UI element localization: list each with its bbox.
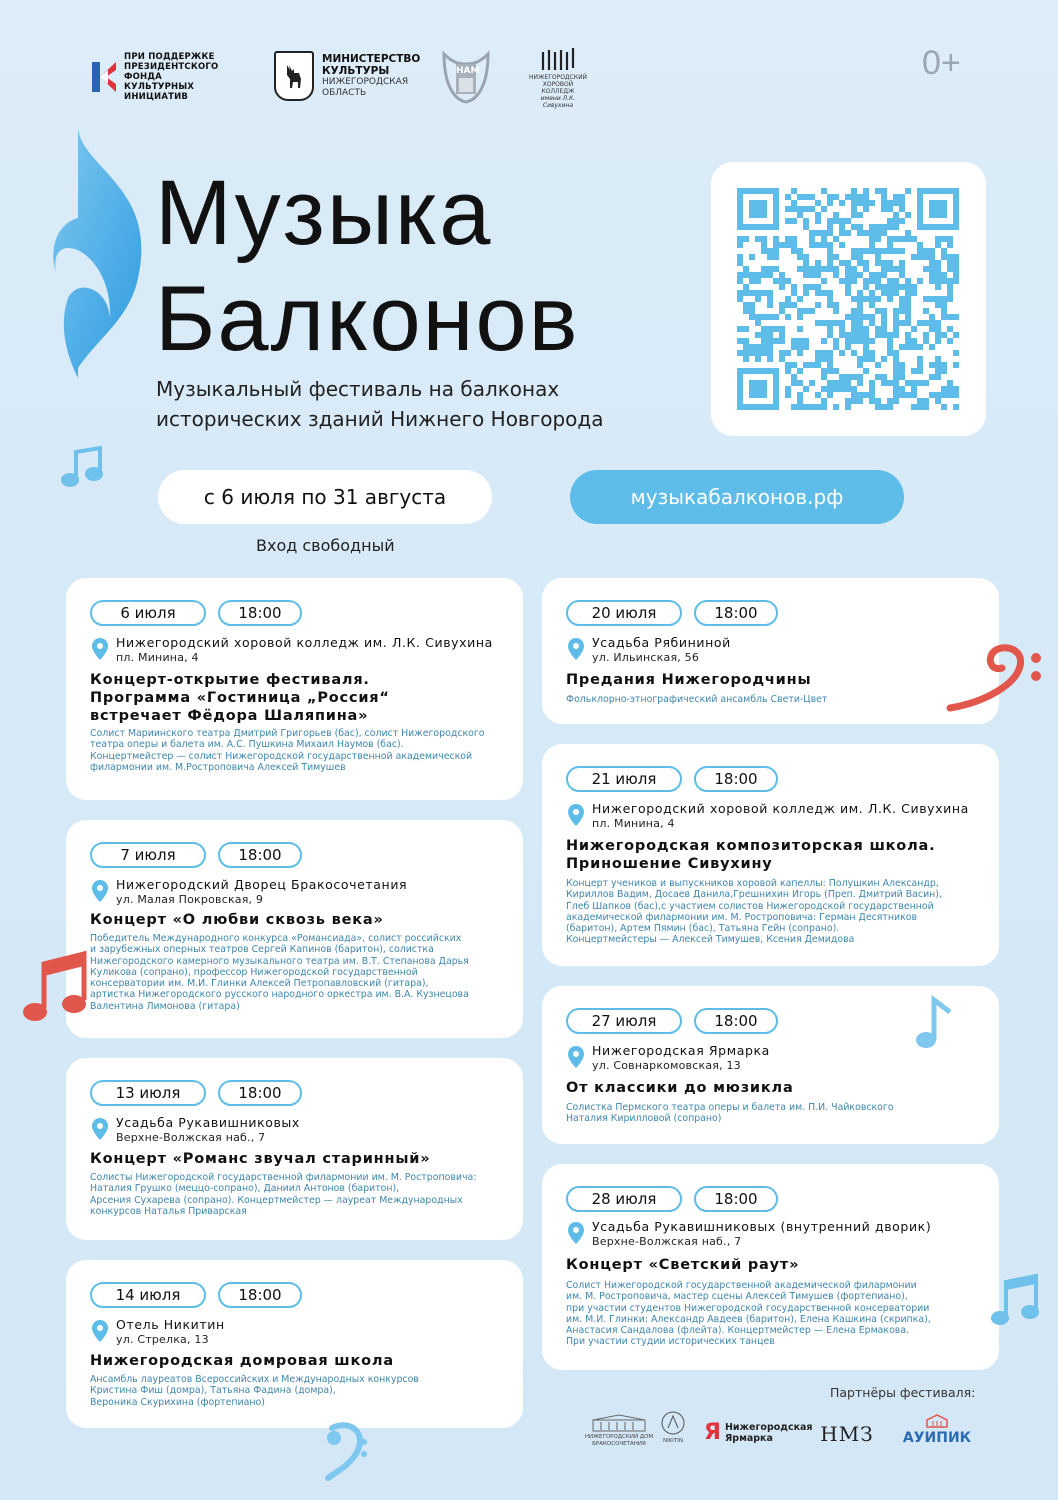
location-pin-icon: [92, 880, 108, 902]
event-card[interactable]: [66, 1058, 523, 1240]
event-time: 18:00: [694, 1186, 778, 1212]
choir-college-logo: [526, 46, 590, 108]
event-card[interactable]: [542, 986, 999, 1144]
partner-logo: [582, 1414, 656, 1448]
presidential-fund-logo: [88, 52, 258, 102]
venue-name: Нижегородский Дворец Бракосочетания: [116, 877, 408, 892]
blue-note-decoration-icon: [48, 128, 158, 388]
event-venue: [116, 635, 493, 665]
fund-text-2: ПРЕЗИДЕНТСКОГО ФОНДА: [124, 62, 219, 82]
event-time: 18:00: [218, 842, 302, 868]
location-pin-icon: [92, 1118, 108, 1140]
event-date: 27 июля: [566, 1008, 682, 1034]
venue-address: Верхне-Волжская наб., 7: [116, 1131, 266, 1144]
age-rating: 0+: [922, 44, 961, 82]
red-bass-clef-decoration-icon: [946, 644, 1050, 714]
event-date: 13 июля: [90, 1080, 206, 1106]
event-title: Предания Нижегородчины: [566, 672, 812, 688]
blue-clef-decoration-icon: [322, 1420, 368, 1484]
event-description: Солист Мариинского театра Дмитрий Григорьев (бас), солист Нижегородского театра оперы и балета им. А.С. Пушкина Михаил Наумов (бас). Концертмейстер — солист Нижегородской государственной академической филармонии им. М.Ростроповича Алексей Тимушев: [90, 728, 485, 773]
event-card[interactable]: [542, 1164, 999, 1370]
event-description: Солисты Нижегородской государственной филармонии им. М. Ростроповича: Наталия Грушко (меццо-сопрано), Даниил Антонов (баритон), Арсения Сухарева (сопрано). Концертмейстер — лауреат Международных конкурсов Наталья Приварская: [90, 1172, 477, 1217]
subtitle-line-1: Музыкальный фестиваль на балконах: [156, 377, 560, 401]
event-venue: [116, 1115, 300, 1145]
event-time: 18:00: [218, 1080, 302, 1106]
event-venue: [592, 635, 731, 665]
ministry-region-2: ОБЛАСТЬ: [322, 88, 367, 98]
event-venue: [592, 1219, 931, 1249]
light-blue-note-icon: [914, 994, 958, 1050]
subtitle-line-2: исторических зданий Нижнего Новгорода: [156, 407, 604, 431]
event-title: Нижегородская домровая школа: [90, 1353, 394, 1369]
event-venue: [592, 1043, 770, 1073]
event-time: 18:00: [694, 1008, 778, 1034]
venue-address: ул. Малая Покровская, 9: [116, 893, 264, 906]
festival-subtitle: [156, 374, 603, 434]
venue-name: Усадьба Рябининой: [592, 635, 731, 650]
red-note-decoration-icon: [22, 946, 92, 1030]
event-card[interactable]: [66, 578, 523, 800]
venue-address: ул. Совнаркомовская, 13: [592, 1059, 741, 1072]
event-card[interactable]: [66, 820, 523, 1038]
partner-logo: [704, 1420, 813, 1445]
partner-name: НИЖЕГОРОДСКИЙ ДОМ БРАКОСОЧЕТАНИЯ: [584, 1434, 654, 1447]
event-description: Концерт учеников и выпускников хоровой капеллы: Полушкин Александр, Кириллов Вадим, Досаев Данила,Грешнихин Игорь (Преп. Дмитрий Васин), Глеб Шапков (бас),с участием солистов Нижегородской государственной академической филармонии им. М. Ростроповича: Герман Десятников (баритон), Артем Пямин (бас), Татьяна Гейн (сопрано). Концертмейстеры — Алексей Тимушев, Ксения Демидова: [566, 878, 942, 946]
venue-name: Нижегородский хоровой колледж им. Л.К. Сивухина: [116, 635, 493, 650]
ministry-title-1: МИНИСТЕРСТВО: [322, 53, 421, 65]
festival-dates: с 6 июля по 31 августа: [158, 470, 492, 524]
event-time: 18:00: [218, 1282, 302, 1308]
event-date: 14 июля: [90, 1282, 206, 1308]
qr-code-icon[interactable]: [737, 188, 959, 410]
event-card[interactable]: [542, 578, 999, 724]
choir-pipes-icon: [538, 46, 578, 72]
partner-name: Нижегородская Ярмарка: [724, 1421, 813, 1444]
event-date: 28 июля: [566, 1186, 682, 1212]
qr-code-card[interactable]: [711, 162, 986, 436]
event-title: Концерт «Светский раут»: [566, 1257, 800, 1273]
venue-name: Отель Никитин: [116, 1317, 225, 1332]
nikitin-emblem-icon: [660, 1410, 686, 1436]
website-link[interactable]: музыкабалконов.рф: [570, 470, 904, 524]
venue-address: пл. Минина, 4: [116, 651, 199, 664]
auipik-building-icon: [925, 1414, 949, 1428]
partner-name: NIKITIN: [662, 1438, 684, 1444]
event-venue: [116, 1317, 225, 1347]
fund-text-3: КУЛЬТУРНЫХ ИНИЦИАТИВ: [124, 82, 195, 102]
event-title: Концерт «Романс звучал старинный»: [90, 1151, 431, 1167]
event-card[interactable]: [542, 744, 999, 966]
event-description: Солистка Пермского театра оперы и балета им. П.И. Чайковского Наталия Кирилловой (сопрано): [566, 1102, 894, 1125]
partners-label: Партнёры фестиваля:: [830, 1385, 976, 1400]
event-date: 7 июля: [90, 842, 206, 868]
event-time: 18:00: [694, 600, 778, 626]
venue-address: ул. Стрелка, 13: [116, 1333, 209, 1346]
nam-logo: [436, 48, 496, 106]
pfki-mark-icon: [88, 60, 118, 94]
choir-text-3: имени Л.К. Сивухина: [540, 95, 576, 109]
festival-title: [155, 160, 580, 372]
location-pin-icon: [568, 638, 584, 660]
small-blue-note-icon: [60, 446, 108, 492]
blue-double-note-icon: [990, 1272, 1042, 1328]
location-pin-icon: [92, 1320, 108, 1342]
venue-address: пл. Минина, 4: [592, 817, 675, 830]
partner-logo: [900, 1414, 974, 1446]
location-pin-icon: [568, 1046, 584, 1068]
event-time: 18:00: [218, 600, 302, 626]
deer-coat-of-arms-icon: [274, 51, 314, 101]
fund-text-1: ПРИ ПОДДЕРЖКЕ: [124, 52, 215, 62]
venue-address: Верхне-Волжская наб., 7: [592, 1235, 742, 1248]
yarmarka-mark-icon: Я: [704, 1420, 721, 1445]
event-description: Солист Нижегородской государственной академической филармонии им. М. Ростроповича, мастер сцены Алексей Тимушев (фортепиано), при участии студентов Нижегородской государственной консерватории им. М.И. Глинки: Александр Авдеев (баритон), Елена Кашкина (скрипка), Анастасия Сандалова (флейта). Концертмейстер — Елена Ермакова. При участии студии исторических танцев: [566, 1280, 931, 1348]
event-venue: [592, 801, 969, 831]
partner-logo: [658, 1410, 688, 1444]
title-line-2: Балконов: [155, 268, 580, 370]
event-card[interactable]: [66, 1260, 523, 1428]
event-description: Ансамбль лауреатов Всероссийских и Международных конкурсов Кристина Фиш (домра), Татьяна Фадина (домра), Вероника Скурихина (фортепиано): [90, 1374, 419, 1408]
ministry-region-1: НИЖЕГОРОДСКАЯ: [322, 77, 409, 87]
ministry-logo: [274, 50, 424, 102]
event-time: 18:00: [694, 766, 778, 792]
event-title: Концерт «О любви сквозь века»: [90, 912, 384, 928]
building-icon: [589, 1414, 649, 1432]
free-entry-label: Вход свободный: [256, 536, 395, 555]
event-date: 21 июля: [566, 766, 682, 792]
venue-name: Нижегородский хоровой колледж им. Л.К. Сивухина: [592, 801, 969, 816]
ministry-title-2: КУЛЬТУРЫ: [322, 65, 390, 77]
partner-name: НМЗ: [820, 1422, 874, 1446]
event-venue: [116, 877, 407, 907]
choir-text-1: НИЖЕГОРОДСКИЙ: [528, 74, 588, 81]
venue-name: Нижегородская Ярмарка: [592, 1043, 770, 1058]
location-pin-icon: [568, 804, 584, 826]
venue-name: Усадьба Рукавишниковых (внутренний дворик): [592, 1219, 932, 1234]
event-date: 6 июля: [90, 600, 206, 626]
event-title: От классики до мюзикла: [566, 1080, 794, 1096]
event-date: 20 июля: [566, 600, 682, 626]
partner-logo: [812, 1414, 882, 1446]
nam-label: НАМ: [456, 66, 480, 76]
event-title: Нижегородская композиторская школа. Приношение Сивухину: [566, 838, 936, 872]
venue-name: Усадьба Рукавишниковых: [116, 1115, 300, 1130]
event-description: Победитель Международного конкурса «Романсиада», солист российских и зарубежных оперных театров Сергей Капинов (баритон), солистка Нижегородского камерного музыкального театра им. В.Т. Степанова Дарья Куликова (сопрано), профессор Нижегородской государственной консерватории им. М.И. Глинки Алексей Петропавловский (гитара), артистка Нижегородского русского народного оркестра им. В.А. Кузнецова Валентина Лимонова (гитара): [90, 933, 469, 1012]
event-description: Фольклорно-этнографический ансамбль Свети-Цвет: [566, 694, 828, 705]
title-line-1: Музыка: [155, 162, 493, 264]
venue-address: ул. Ильинская, 56: [592, 651, 700, 664]
location-pin-icon: [92, 638, 108, 660]
partner-name: АУИПИК: [902, 1430, 972, 1446]
event-title: Концерт-открытие фестиваля. Программа «Гостиница „Россия“ встречает Фёдора Шаляпина»: [90, 672, 390, 724]
location-pin-icon: [568, 1222, 584, 1244]
choir-text-2: ХОРОВОЙ КОЛЛЕДЖ: [541, 81, 575, 95]
